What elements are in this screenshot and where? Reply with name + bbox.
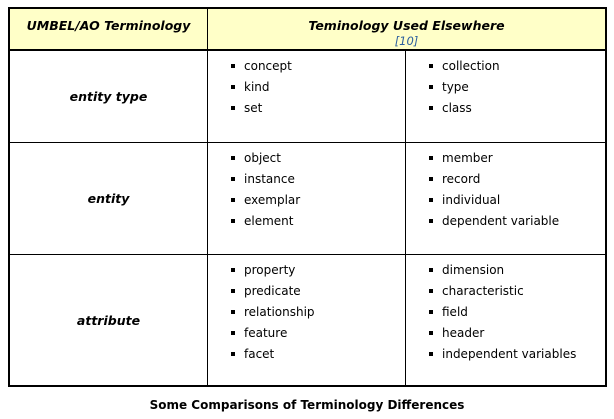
list-item — [244, 171, 405, 192]
list-item — [244, 192, 405, 213]
term-list — [406, 51, 605, 121]
term-text: predicate — [244, 284, 301, 298]
bullet-icon — [231, 198, 235, 202]
term-list — [208, 255, 405, 367]
term-text: class — [442, 101, 472, 115]
header-right-label: Teminology Used Elsewhere — [308, 18, 505, 33]
cell-entity-col-b — [406, 143, 605, 255]
list-item — [244, 283, 405, 304]
term-text: set — [244, 101, 263, 115]
list-item — [442, 325, 605, 346]
list-item — [244, 79, 405, 100]
cell-entity-type-col-b — [406, 51, 605, 143]
list-item — [442, 100, 605, 121]
list-item — [244, 58, 405, 79]
bullet-icon — [429, 289, 433, 293]
cell-attribute-col-b — [406, 255, 605, 385]
list-item — [442, 79, 605, 100]
bullet-icon — [231, 310, 235, 314]
bullet-icon — [429, 85, 433, 89]
term-text: type — [442, 80, 469, 94]
list-item — [244, 304, 405, 325]
term-text: collection — [442, 59, 500, 73]
term-text: member — [442, 151, 493, 165]
term-text: relationship — [244, 305, 315, 319]
term-text: instance — [244, 172, 295, 186]
bullet-icon — [429, 268, 433, 272]
term-list — [406, 143, 605, 234]
term-list — [208, 143, 405, 234]
cell-entity-col-a — [208, 143, 406, 255]
term-text: dependent variable — [442, 214, 560, 228]
row-label-entity — [10, 143, 208, 255]
term-text: characteristic — [442, 284, 524, 298]
bullet-icon — [429, 310, 433, 314]
list-item — [442, 150, 605, 171]
term-text: object — [244, 151, 281, 165]
bullet-icon — [429, 156, 433, 160]
list-item — [244, 262, 405, 283]
list-item — [442, 192, 605, 213]
bullet-icon — [231, 64, 235, 68]
list-item — [442, 171, 605, 192]
term-text: kind — [244, 80, 270, 94]
list-item — [244, 325, 405, 346]
header-left-label: UMBEL/AO Terminology — [26, 18, 191, 33]
term-text: exemplar — [244, 193, 301, 207]
term-text: facet — [244, 347, 275, 361]
term-text: header — [442, 326, 485, 340]
list-item — [244, 100, 405, 121]
term-text: independent variables — [442, 347, 577, 361]
row-label: entity — [87, 191, 130, 206]
row-label-entity-type — [10, 51, 208, 143]
bullet-icon — [429, 331, 433, 335]
list-item — [442, 283, 605, 304]
list-item — [442, 346, 605, 367]
bullet-icon — [429, 219, 433, 223]
bullet-icon — [231, 268, 235, 272]
bullet-icon — [231, 331, 235, 335]
terminology-table — [8, 7, 607, 387]
bullet-icon — [429, 64, 433, 68]
bullet-icon — [231, 85, 235, 89]
term-text: dimension — [442, 263, 505, 277]
term-text: field — [442, 305, 468, 319]
reference-link[interactable]: [10] — [394, 34, 419, 48]
list-item — [442, 58, 605, 79]
bullet-icon — [429, 352, 433, 356]
cell-entity-type-col-a — [208, 51, 406, 143]
term-text: concept — [244, 59, 292, 73]
bullet-icon — [231, 219, 235, 223]
list-item — [442, 213, 605, 234]
header-elsewhere-terminology — [208, 9, 605, 51]
header-umbel-terminology — [10, 9, 208, 51]
bullet-icon — [231, 289, 235, 293]
term-text: property — [244, 263, 296, 277]
list-item — [442, 262, 605, 283]
term-list — [406, 255, 605, 367]
row-label: entity type — [69, 89, 148, 104]
bullet-icon — [429, 106, 433, 110]
cell-attribute-col-a — [208, 255, 406, 385]
list-item — [244, 213, 405, 234]
table-caption: Some Comparisons of Terminology Differences — [149, 398, 465, 412]
row-label: attribute — [76, 312, 141, 328]
bullet-icon — [231, 352, 235, 356]
term-text: record — [442, 172, 481, 186]
bullet-icon — [231, 156, 235, 160]
bullet-icon — [231, 177, 235, 181]
list-item — [244, 346, 405, 367]
term-list — [208, 51, 405, 121]
row-label-attribute — [10, 255, 208, 385]
list-item — [442, 304, 605, 325]
bullet-icon — [429, 198, 433, 202]
list-item — [244, 150, 405, 171]
term-text: feature — [244, 326, 288, 340]
term-text: individual — [442, 193, 501, 207]
bullet-icon — [231, 106, 235, 110]
term-text: element — [244, 214, 294, 228]
bullet-icon — [429, 177, 433, 181]
